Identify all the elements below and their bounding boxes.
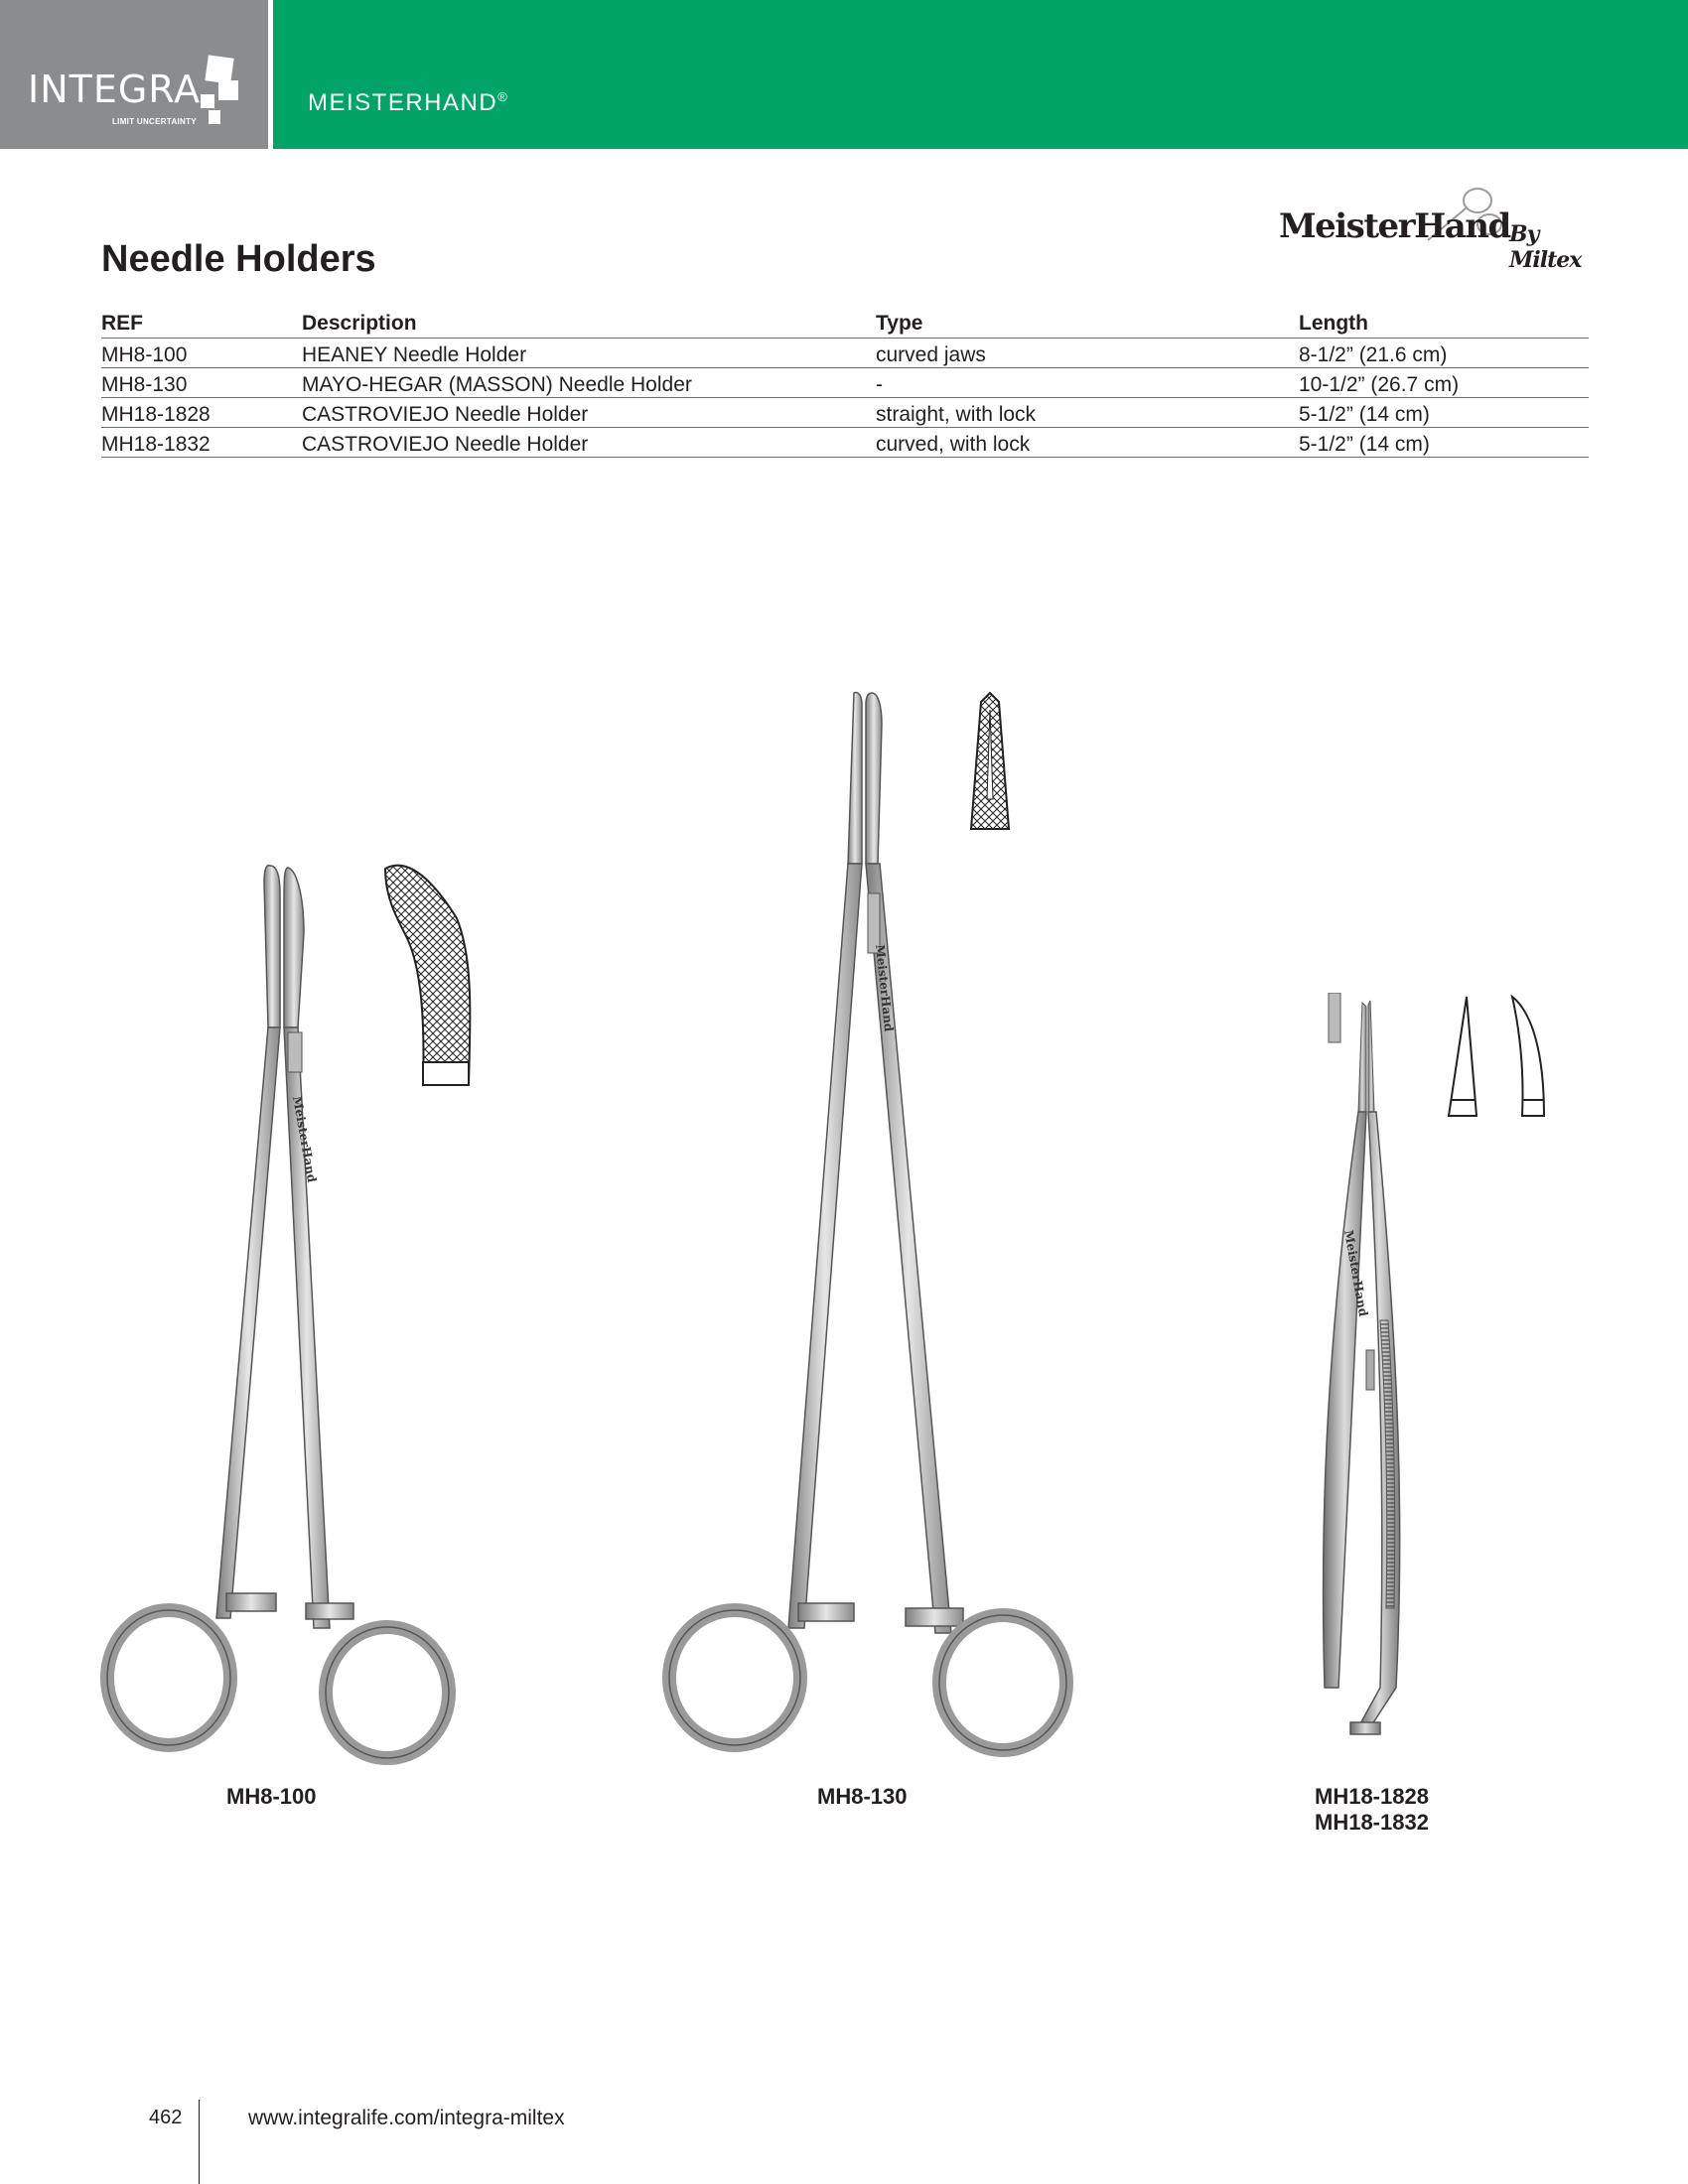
cell-ref: MH18-1832 (101, 428, 302, 458)
miltex-logo-text: By Miltex (1509, 221, 1582, 273)
straight-jaw-detail-image (965, 690, 1015, 834)
cell-type: straight, with lock (876, 398, 1299, 428)
header-length: Length (1299, 308, 1589, 339)
footer-divider (199, 2100, 200, 2184)
header-type: Type (876, 308, 1299, 339)
caption-mh18-1832: MH18-1832 (1315, 1810, 1429, 1835)
integra-logo-mark-icon (197, 55, 241, 129)
engraving: MeisterHand (290, 1095, 320, 1184)
cell-type: - (876, 368, 1299, 398)
header-description: Description (302, 308, 876, 339)
table-row (101, 398, 1589, 428)
cell-description: CASTROVIEJO Needle Holder (302, 398, 876, 428)
table-row (101, 368, 1589, 398)
engraving: MeisterHand (1341, 1229, 1371, 1318)
header-ref: REF (101, 308, 302, 339)
engraving: MeisterHand (873, 943, 897, 1032)
cell-description: HEANEY Needle Holder (302, 339, 876, 368)
meisterhand-logo (1279, 179, 1587, 273)
cell-length: 5-1/2” (14 cm) (1299, 428, 1589, 458)
caption-mh18-1828: MH18-1828 (1315, 1784, 1429, 1809)
integra-brand-box (0, 0, 268, 149)
table-row (101, 428, 1589, 458)
castroviejo-jaw-details-image (1445, 993, 1594, 1122)
cell-type: curved jaws (876, 339, 1299, 368)
footer-url-link[interactable]: www.integralife.com/integra-miltex (248, 2107, 565, 2129)
cell-length: 10-1/2” (26.7 cm) (1299, 368, 1589, 398)
caption-mh18-1828-1832 (1315, 1784, 1429, 1836)
mayo-hegar-needle-holder-image (655, 685, 1092, 1767)
straight-jaw-outline (1449, 997, 1477, 1116)
cell-ref: MH8-100 (101, 339, 302, 368)
cell-description: CASTROVIEJO Needle Holder (302, 428, 876, 458)
integra-logo-text: INTEGRA (28, 68, 202, 111)
section-header-band (273, 0, 1688, 149)
cell-length: 8-1/2” (21.6 cm) (1299, 339, 1589, 368)
specification-table (101, 308, 1589, 458)
integra-tagline: LIMIT UNCERTAINTY (112, 117, 197, 126)
table-row (101, 339, 1589, 368)
cell-type: curved, with lock (876, 428, 1299, 458)
page-number: 462 (149, 2107, 183, 2128)
meisterhand-logo-text: MeisterHand (1279, 206, 1510, 246)
section-label: MEISTERHAND® (308, 89, 509, 116)
caption-mh8-130: MH8-130 (817, 1784, 908, 1809)
castroviejo-needle-holder-image (1311, 993, 1440, 1767)
caption-mh8-100: MH8-100 (226, 1784, 317, 1809)
curved-jaw-detail-image (377, 859, 487, 1097)
page-title: Needle Holders (101, 238, 376, 280)
cell-ref: MH8-130 (101, 368, 302, 398)
cell-ref: MH18-1828 (101, 398, 302, 428)
cell-description: MAYO-HEGAR (MASSON) Needle Holder (302, 368, 876, 398)
curved-jaw-outline (1512, 997, 1544, 1116)
table-header-row (101, 308, 1589, 339)
cell-length: 5-1/2” (14 cm) (1299, 398, 1589, 428)
